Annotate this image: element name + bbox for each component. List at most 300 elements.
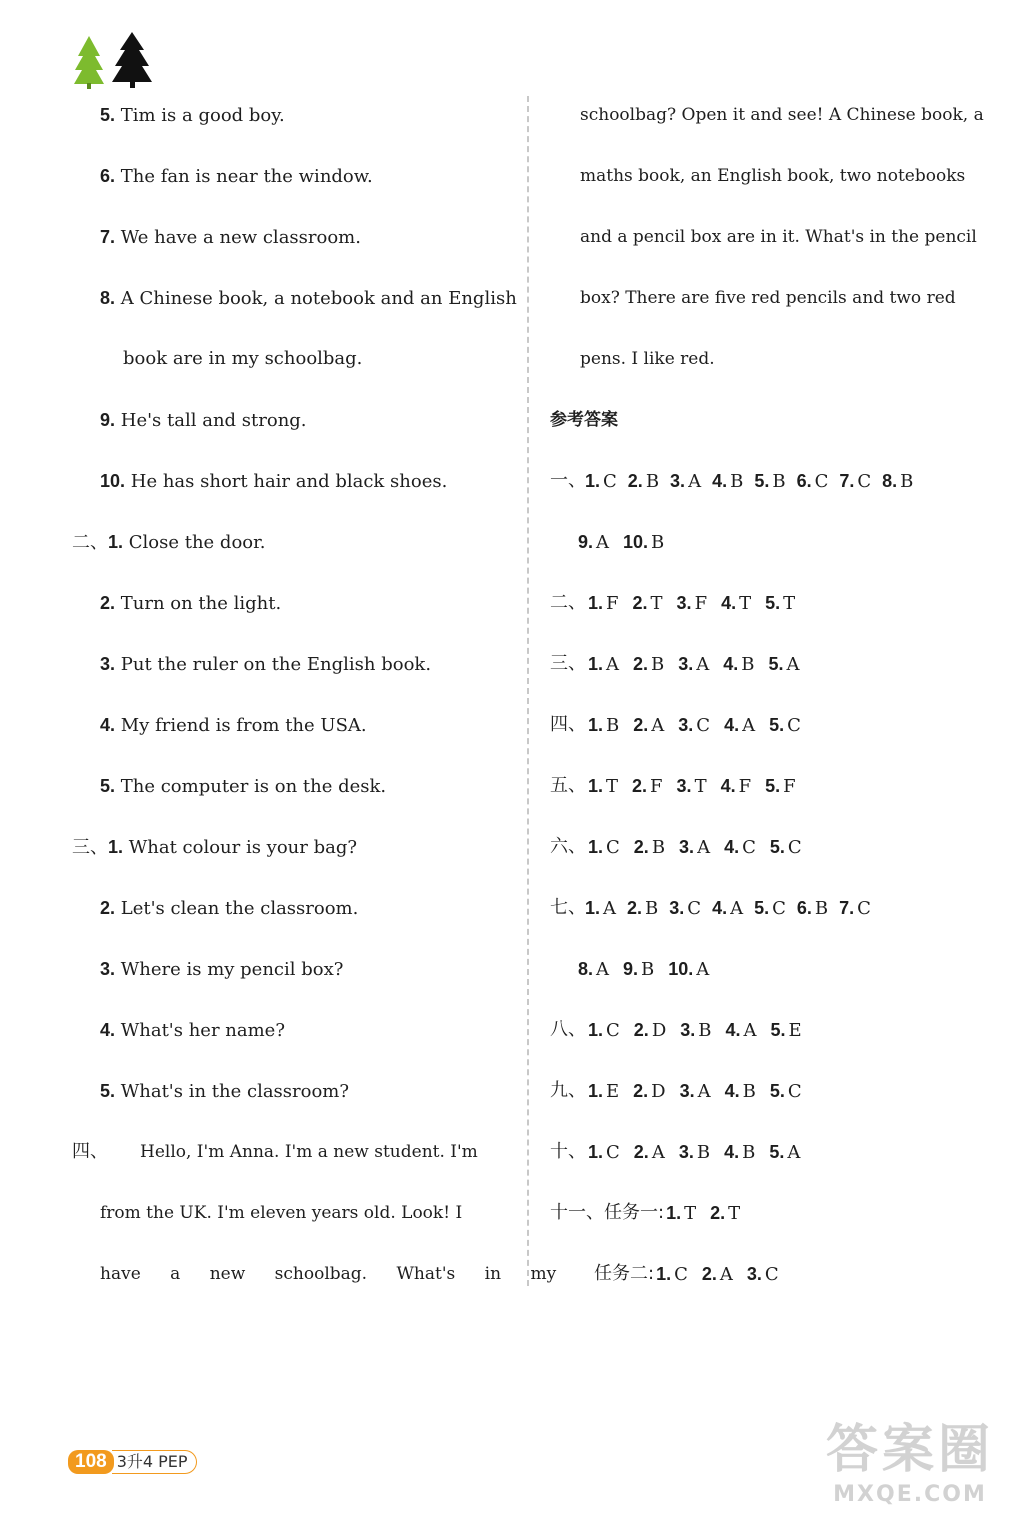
item-number: 5. bbox=[100, 776, 116, 796]
answer-value: C bbox=[606, 1020, 620, 1041]
answer-section-label: 八、 bbox=[550, 1019, 586, 1040]
answer-item bbox=[754, 469, 785, 494]
answer-row bbox=[550, 1201, 740, 1226]
answer-section-label: 三、 bbox=[550, 653, 586, 674]
answer-value: A bbox=[606, 654, 620, 675]
green-tree-icon bbox=[74, 36, 104, 89]
text-line bbox=[100, 896, 358, 921]
answer-value: A bbox=[596, 532, 610, 553]
answer-number: 8. bbox=[578, 959, 594, 979]
answer-item bbox=[623, 530, 664, 555]
answer-number: 5. bbox=[754, 898, 770, 918]
answer-number: 5. bbox=[769, 715, 785, 735]
answer-item bbox=[633, 1079, 665, 1104]
answer-number: 4. bbox=[724, 1081, 740, 1101]
passage-text: and a pencil box are in it. What's in the pencil bbox=[580, 227, 977, 247]
item-number: 8. bbox=[100, 288, 116, 308]
answer-item bbox=[679, 835, 710, 860]
answer-item bbox=[747, 1262, 779, 1287]
answer-value: C bbox=[764, 1264, 779, 1285]
answer-value: C bbox=[742, 837, 756, 858]
answer-value: T bbox=[694, 776, 707, 797]
answer-number: 4. bbox=[725, 1020, 741, 1040]
answer-row bbox=[578, 530, 664, 555]
answer-number: 6. bbox=[796, 471, 812, 491]
item-text: Let's clean the classroom. bbox=[120, 898, 359, 919]
answer-row bbox=[550, 774, 796, 799]
answer-item bbox=[588, 1018, 620, 1043]
answer-value: B bbox=[651, 532, 665, 553]
answer-number: 7. bbox=[839, 471, 855, 491]
answer-value: B bbox=[651, 654, 665, 675]
answer-number: 1. bbox=[588, 654, 604, 674]
item-number: 9. bbox=[100, 410, 116, 430]
watermark-url: MXQE.COM bbox=[833, 1482, 987, 1507]
item-number: 6. bbox=[100, 166, 116, 186]
text-line bbox=[72, 1140, 108, 1164]
answer-section-label: 一、 bbox=[550, 470, 586, 491]
answer-row bbox=[578, 957, 709, 982]
answer-item bbox=[882, 469, 913, 494]
text-line bbox=[100, 652, 431, 677]
item-text: My friend is from the USA. bbox=[120, 715, 367, 736]
answer-value: A bbox=[730, 898, 744, 919]
answer-item bbox=[588, 591, 619, 616]
answer-value: C bbox=[787, 837, 802, 858]
answer-value: A bbox=[742, 715, 756, 736]
item-number: 7. bbox=[100, 227, 116, 247]
answer-number: 9. bbox=[623, 959, 639, 979]
text-line bbox=[100, 1262, 557, 1286]
text-line bbox=[100, 713, 367, 738]
answer-value: B bbox=[645, 471, 660, 492]
answer-value: B bbox=[772, 471, 786, 492]
answer-value: C bbox=[606, 1142, 620, 1163]
item-text: He's tall and strong. bbox=[120, 410, 307, 431]
text-line bbox=[100, 286, 517, 311]
answer-number: 1. bbox=[588, 715, 604, 735]
answer-item bbox=[765, 774, 796, 799]
item-number: 1. bbox=[108, 837, 124, 857]
answer-row bbox=[550, 1140, 800, 1165]
page-footer bbox=[68, 1450, 197, 1474]
item-number: 4. bbox=[100, 715, 116, 735]
text-line bbox=[100, 957, 343, 982]
answer-item bbox=[712, 469, 743, 494]
answer-value: A bbox=[743, 1020, 757, 1041]
answer-value: A bbox=[786, 654, 800, 675]
answer-number: 2. bbox=[632, 593, 648, 613]
answer-item bbox=[797, 469, 829, 494]
answer-item bbox=[770, 835, 802, 860]
text-line bbox=[72, 835, 357, 860]
answer-item bbox=[839, 896, 871, 921]
answer-item bbox=[677, 774, 707, 799]
answer-number: 3. bbox=[678, 654, 694, 674]
answer-value: A bbox=[697, 1081, 711, 1102]
answer-number: 5. bbox=[769, 1081, 785, 1101]
answer-number: 2. bbox=[627, 898, 643, 918]
grade-label: 3升4 PEP bbox=[112, 1450, 197, 1474]
answer-number: 3. bbox=[670, 471, 686, 491]
answer-item bbox=[628, 469, 659, 494]
answer-value: B bbox=[741, 654, 755, 675]
answer-value: C bbox=[857, 471, 872, 492]
answer-item bbox=[634, 1018, 666, 1043]
answer-section-label: 任务二: bbox=[594, 1263, 655, 1284]
text-line bbox=[100, 774, 386, 799]
answer-value: B bbox=[641, 959, 655, 980]
answer-value: B bbox=[742, 1081, 756, 1102]
answer-number: 10. bbox=[623, 532, 649, 552]
answer-item bbox=[634, 835, 665, 860]
answer-item bbox=[679, 1140, 710, 1165]
answer-value: T bbox=[606, 776, 619, 797]
item-text: He has short hair and black shoes. bbox=[130, 471, 448, 492]
answer-section-label: 四、 bbox=[550, 714, 586, 735]
answer-row bbox=[550, 713, 801, 738]
answer-item bbox=[633, 713, 664, 738]
answer-item bbox=[666, 1201, 696, 1226]
answer-value: A bbox=[787, 1142, 801, 1163]
item-number: 10. bbox=[100, 471, 126, 491]
answer-number: 5. bbox=[768, 654, 784, 674]
passage-text: have a new schoolbag. What's in my bbox=[100, 1264, 557, 1284]
answer-row bbox=[594, 1262, 779, 1287]
item-text: We have a new classroom. bbox=[120, 227, 361, 248]
item-number: 2. bbox=[100, 898, 116, 918]
item-number: 1. bbox=[108, 532, 124, 552]
answer-row bbox=[550, 835, 802, 860]
column-divider bbox=[527, 96, 529, 1286]
answer-value: A bbox=[697, 837, 711, 858]
answer-item bbox=[588, 713, 619, 738]
answer-item bbox=[702, 1262, 733, 1287]
answer-number: 4. bbox=[723, 654, 739, 674]
answer-item bbox=[588, 835, 620, 860]
answer-item bbox=[678, 652, 709, 677]
answer-number: 1. bbox=[585, 898, 601, 918]
answer-number: 3. bbox=[669, 898, 685, 918]
answer-number: 2. bbox=[633, 1020, 649, 1040]
answer-value: T bbox=[739, 593, 752, 614]
answer-item bbox=[710, 1201, 740, 1226]
item-text: Where is my pencil box? bbox=[120, 959, 344, 980]
answer-number: 5. bbox=[765, 776, 781, 796]
answer-item bbox=[725, 1079, 756, 1104]
answer-value: C bbox=[787, 715, 801, 736]
item-text: The computer is on the desk. bbox=[120, 776, 387, 797]
item-number: 5. bbox=[100, 105, 116, 125]
black-tree-icon bbox=[112, 32, 152, 88]
answer-number: 3. bbox=[676, 593, 692, 613]
item-number: 3. bbox=[100, 959, 116, 979]
text-line bbox=[100, 164, 373, 189]
watermark-logo: 答案圈 bbox=[825, 1420, 994, 1480]
answer-item bbox=[578, 957, 609, 982]
passage-line bbox=[580, 164, 965, 188]
answer-row bbox=[550, 469, 913, 494]
answer-item bbox=[588, 652, 619, 677]
answer-number: 9. bbox=[578, 532, 594, 552]
passage-text: Hello, I'm Anna. I'm a new student. I'm bbox=[140, 1142, 478, 1162]
answer-value: D bbox=[651, 1020, 667, 1041]
answer-value: A bbox=[651, 1142, 665, 1163]
answer-item bbox=[771, 1018, 802, 1043]
answer-item bbox=[623, 957, 654, 982]
passage-line bbox=[580, 103, 984, 127]
answer-number: 2. bbox=[633, 715, 649, 735]
answer-number: 5. bbox=[769, 837, 785, 857]
answer-number: 5. bbox=[765, 593, 781, 613]
tree-icons bbox=[72, 30, 156, 90]
answer-number: 2. bbox=[627, 471, 643, 491]
answer-number: 3. bbox=[678, 715, 694, 735]
answer-number: 1. bbox=[588, 1142, 604, 1162]
text-line bbox=[100, 408, 307, 433]
text-line bbox=[72, 530, 265, 555]
answer-item bbox=[769, 1140, 800, 1165]
passage-text: from the UK. I'm eleven years old. Look! I bbox=[100, 1203, 463, 1223]
answer-number: 2. bbox=[633, 837, 649, 857]
answer-number: 1. bbox=[588, 776, 604, 796]
answer-number: 3. bbox=[679, 1081, 695, 1101]
answer-item bbox=[765, 591, 795, 616]
answer-row bbox=[550, 1018, 802, 1043]
answer-item bbox=[723, 652, 754, 677]
answer-value: F bbox=[650, 776, 663, 797]
answer-value: C bbox=[814, 471, 829, 492]
text-line bbox=[100, 225, 361, 250]
answer-item bbox=[588, 774, 618, 799]
answer-key-title: 参考答案 bbox=[550, 410, 618, 430]
passage-text: maths book, an English book, two notebooks bbox=[580, 166, 966, 186]
answer-number: 1. bbox=[588, 837, 604, 857]
answer-value: E bbox=[606, 1081, 620, 1102]
answer-number: 4. bbox=[720, 776, 736, 796]
answer-number: 1. bbox=[588, 1020, 604, 1040]
answer-item bbox=[633, 652, 664, 677]
answer-row bbox=[550, 591, 795, 616]
answer-number: 4. bbox=[724, 1142, 740, 1162]
answer-value: C bbox=[857, 898, 871, 919]
text-line bbox=[123, 347, 362, 371]
answer-item bbox=[839, 469, 871, 494]
answer-number: 1. bbox=[585, 471, 601, 491]
answer-number: 3. bbox=[676, 776, 692, 796]
answer-item bbox=[680, 1079, 711, 1104]
answer-number: 8. bbox=[882, 471, 898, 491]
item-number: 2. bbox=[100, 593, 116, 613]
watermark bbox=[820, 1418, 1000, 1528]
answer-item bbox=[721, 774, 752, 799]
answer-value: C bbox=[674, 1264, 688, 1285]
item-text: book are in my schoolbag. bbox=[123, 348, 363, 369]
answer-value: B bbox=[730, 471, 744, 492]
answer-section-label: 七、 bbox=[550, 897, 586, 918]
section-label: 二、 bbox=[72, 532, 108, 553]
answer-item bbox=[585, 469, 617, 494]
text-line bbox=[100, 1201, 505, 1225]
answer-row bbox=[550, 896, 871, 921]
answer-item bbox=[633, 591, 663, 616]
passage-line bbox=[580, 286, 956, 310]
answer-value: C bbox=[787, 1081, 802, 1102]
answer-number: 3. bbox=[746, 1264, 762, 1284]
answer-number: 4. bbox=[712, 471, 728, 491]
answer-value: B bbox=[698, 1020, 712, 1041]
answer-value: B bbox=[651, 837, 666, 858]
item-number: 5. bbox=[100, 1081, 116, 1101]
item-number: 4. bbox=[100, 1020, 116, 1040]
answer-value: E bbox=[788, 1020, 802, 1041]
answer-value: B bbox=[814, 898, 829, 919]
text-line bbox=[100, 591, 281, 616]
item-text: A Chinese book, a notebook and an English bbox=[120, 288, 517, 309]
answer-item bbox=[680, 1018, 711, 1043]
answer-item bbox=[724, 713, 755, 738]
item-text: What's in the classroom? bbox=[120, 1081, 350, 1102]
answer-row bbox=[550, 652, 800, 677]
answer-item bbox=[578, 530, 609, 555]
answer-item bbox=[668, 957, 709, 982]
answer-value: A bbox=[603, 898, 617, 919]
answer-number: 5. bbox=[754, 471, 770, 491]
answer-value: B bbox=[900, 471, 914, 492]
text-line bbox=[100, 103, 285, 128]
answer-section-label: 二、 bbox=[550, 592, 586, 613]
answer-section-label: 九、 bbox=[550, 1080, 586, 1101]
answer-number: 3. bbox=[678, 1142, 694, 1162]
answer-number: 2. bbox=[633, 1142, 649, 1162]
section-label: 三、 bbox=[72, 837, 108, 858]
answer-number: 2. bbox=[632, 776, 648, 796]
answer-number: 1. bbox=[588, 1081, 604, 1101]
page-number: 108 bbox=[68, 1450, 114, 1474]
answer-value: C bbox=[603, 471, 617, 492]
answer-value: B bbox=[696, 1142, 711, 1163]
answer-item bbox=[585, 896, 616, 921]
answer-item bbox=[678, 713, 710, 738]
answer-value: A bbox=[719, 1264, 733, 1285]
text-line bbox=[140, 1140, 505, 1164]
answer-item bbox=[627, 896, 658, 921]
answer-number: 3. bbox=[680, 1020, 696, 1040]
passage-text: schoolbag? Open it and see! A Chinese book, a bbox=[580, 105, 984, 125]
answer-item bbox=[769, 652, 800, 677]
answer-number: 1. bbox=[588, 593, 604, 613]
answer-section-label: 十一、任务一: bbox=[550, 1202, 665, 1223]
answer-value: B bbox=[606, 715, 620, 736]
answer-item bbox=[721, 591, 751, 616]
answer-value: A bbox=[696, 959, 710, 980]
answer-value: C bbox=[606, 837, 620, 858]
answer-value: T bbox=[650, 593, 663, 614]
answer-value: B bbox=[645, 898, 659, 919]
answer-value: T bbox=[728, 1203, 741, 1224]
answer-item bbox=[797, 896, 828, 921]
answer-section-label: 六、 bbox=[550, 836, 586, 857]
answer-item bbox=[712, 896, 743, 921]
answer-number: 10. bbox=[668, 959, 694, 979]
answer-value: C bbox=[696, 715, 711, 736]
text-line bbox=[100, 469, 447, 494]
answer-item bbox=[770, 1079, 802, 1104]
section-label: 四、 bbox=[72, 1141, 108, 1162]
passage-text: box? There are five red pencils and two red bbox=[580, 288, 956, 308]
answer-row bbox=[550, 1079, 802, 1104]
item-text: Tim is a good boy. bbox=[120, 105, 285, 126]
answer-item bbox=[726, 1018, 757, 1043]
answer-value: F bbox=[694, 593, 708, 614]
answer-item bbox=[588, 1079, 619, 1104]
item-text: Close the door. bbox=[128, 532, 266, 553]
answer-number: 2. bbox=[710, 1203, 726, 1223]
answer-item bbox=[588, 1140, 620, 1165]
answer-value: F bbox=[606, 593, 619, 614]
answer-value: A bbox=[696, 654, 710, 675]
answer-number: 2. bbox=[633, 1081, 649, 1101]
answer-item bbox=[670, 469, 701, 494]
answer-item bbox=[656, 1262, 688, 1287]
answer-value: A bbox=[688, 471, 702, 492]
answer-value: C bbox=[772, 898, 786, 919]
answer-item bbox=[769, 713, 801, 738]
answer-value: A bbox=[651, 715, 665, 736]
answer-value: F bbox=[738, 776, 752, 797]
answer-item bbox=[724, 835, 756, 860]
passage-line bbox=[580, 347, 715, 371]
answer-value: A bbox=[596, 959, 610, 980]
answer-section-label: 十、 bbox=[550, 1141, 586, 1162]
answer-number: 6. bbox=[796, 898, 812, 918]
answer-number: 5. bbox=[770, 1020, 786, 1040]
answer-value: D bbox=[651, 1081, 666, 1102]
answer-number: 1. bbox=[656, 1264, 672, 1284]
passage-text: pens. I like red. bbox=[580, 349, 715, 369]
answer-value: T bbox=[783, 593, 796, 614]
answer-value: T bbox=[684, 1203, 697, 1224]
answer-item bbox=[634, 1140, 665, 1165]
answer-number: 3. bbox=[679, 837, 695, 857]
item-text: The fan is near the window. bbox=[120, 166, 373, 187]
answer-value: F bbox=[783, 776, 796, 797]
answer-value: B bbox=[742, 1142, 756, 1163]
answer-item bbox=[632, 774, 663, 799]
item-text: Turn on the light. bbox=[120, 593, 282, 614]
answer-section-label: 五、 bbox=[550, 775, 586, 796]
answer-number: 5. bbox=[769, 1142, 785, 1162]
item-text: Put the ruler on the English book. bbox=[120, 654, 432, 675]
item-number: 3. bbox=[100, 654, 116, 674]
answer-number: 4. bbox=[724, 837, 740, 857]
answer-item bbox=[669, 896, 701, 921]
answer-number: 4. bbox=[712, 898, 728, 918]
passage-line bbox=[580, 225, 977, 249]
item-text: What's her name? bbox=[120, 1020, 285, 1041]
answer-number: 2. bbox=[633, 654, 649, 674]
text-line bbox=[100, 1079, 349, 1104]
answer-number: 4. bbox=[724, 715, 740, 735]
item-text: What colour is your bag? bbox=[128, 837, 358, 858]
answer-number: 7. bbox=[839, 898, 855, 918]
answer-value: C bbox=[687, 898, 702, 919]
answer-number: 2. bbox=[701, 1264, 717, 1284]
answer-item bbox=[754, 896, 786, 921]
answer-number: 1. bbox=[666, 1203, 682, 1223]
answer-item bbox=[724, 1140, 755, 1165]
text-line bbox=[100, 1018, 285, 1043]
